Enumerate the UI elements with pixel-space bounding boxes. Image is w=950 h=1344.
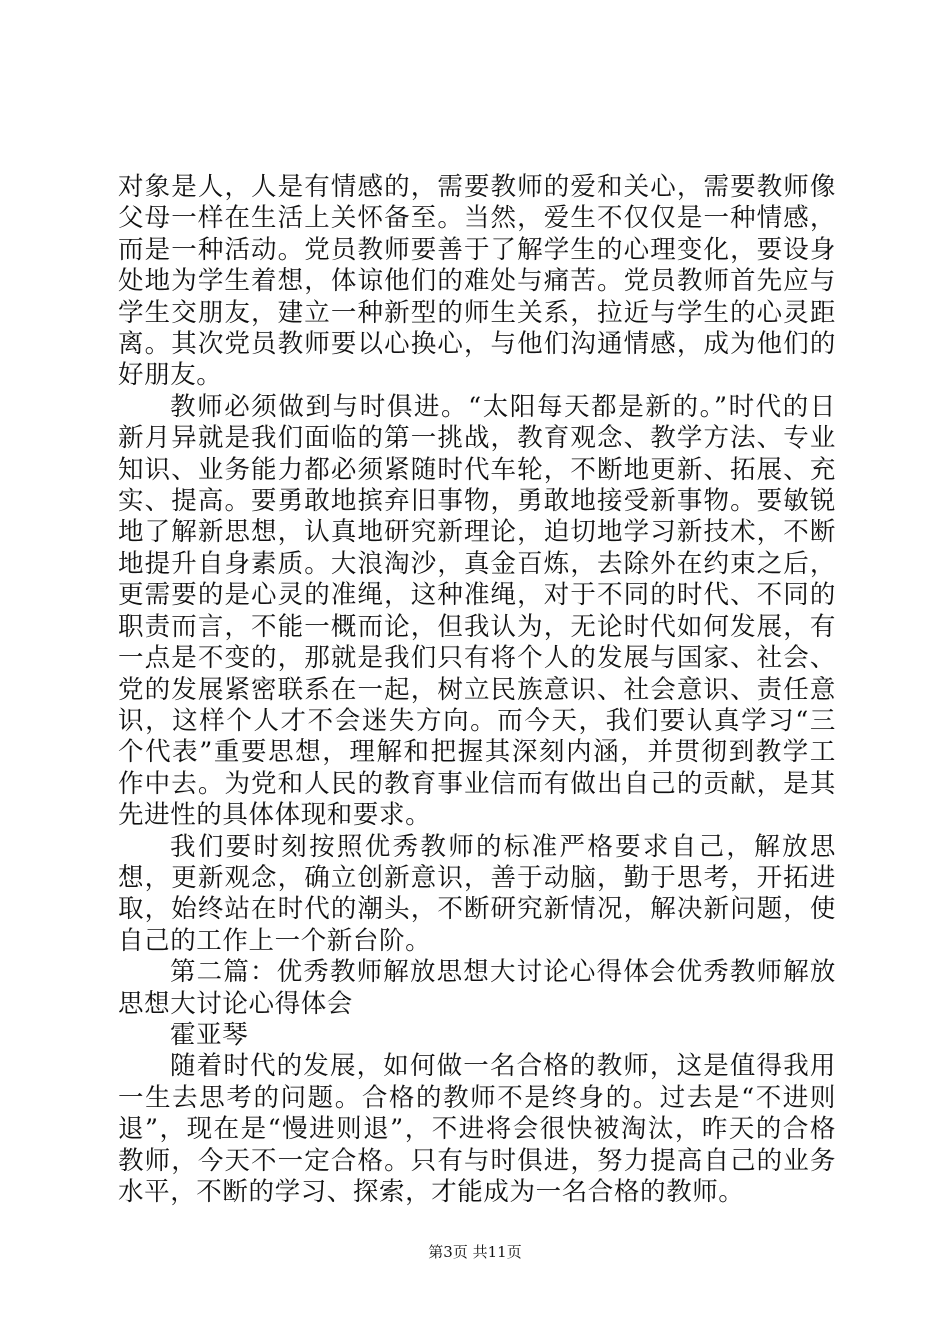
paragraph-standards: 我们要时刻按照优秀教师的标准严格要求自己，解放思想，更新观念，确立创新意识，善于动脑，勤于思考，开拓进取，始终站在时代的潮头，不断研究新情况，解决新问题，使自己的工作上一个新台阶。: [118, 831, 836, 956]
paragraph-qualified-teacher: 随着时代的发展，如何做一名合格的教师，这是值得我用一生去思考的问题。合格的教师不是终身的。过去是“不进则退”，现在是“慢进则退”，不进将会很快被淘汰，昨天的合格教师，今天不一定合格。只有与时俱进，努力提高自己的业务水平，不断的学习、探索，才能成为一名合格的教师。: [118, 1051, 836, 1207]
paragraph-keep-pace: 教师必须做到与时俱进。“太阳每天都是新的。”时代的日新月异就是我们面临的第一挑战，教育观念、教学方法、专业知识、业务能力都必须紧随时代车轮，不断地更新、拓展、充实、提高。要勇敢地摈弃旧事物，勇敢地接受新事物。要敏锐地了解新思想，认真地研究新理论，迫切地学习新技术，不断地提升自身素质。大浪淘沙，真金百炼，去除外在约束之后，更需要的是心灵的准绳，这种准绳，对于不同的时代、不同的职责而言，不能一概而论，但我认为，无论时代如何发展，有一点是不变的，那就是我们只有将个人的发展与国家、社会、党的发展紧密联系在一起，树立民族意识、社会意识、责任意识，这样个人才不会迷失方向。而今天，我们要认真学习“三个代表”重要思想，理解和把握其深刻内涵，并贯彻到教学工作中去。为党和人民的教育事业信而有做出自己的贡献，是其先进性的具体体现和要求。: [118, 391, 836, 831]
paragraph-continuation: 对象是人，人是有情感的，需要教师的爱和关心，需要教师像父母一样在生活上关怀备至。当然，爱生不仅仅是一种情感，而是一种活动。党员教师要善于了解学生的心理变化，要设身处地为学生着想，体谅他们的难处与痛苦。党员教师首先应与学生交朋友，建立一种新型的师生关系，拉近与学生的心灵距离。其次党员教师要以心换心，与他们沟通情感，成为他们的好朋友。: [118, 172, 836, 391]
author-name: 霍亚琴: [170, 1019, 249, 1050]
page-number-footer: 第3页 共11页: [428, 1243, 522, 1261]
document-body: [118, 172, 836, 1208]
section-heading: 第二篇：优秀教师解放思想大讨论心得体会优秀教师解放思想大讨论心得体会: [118, 957, 836, 1019]
